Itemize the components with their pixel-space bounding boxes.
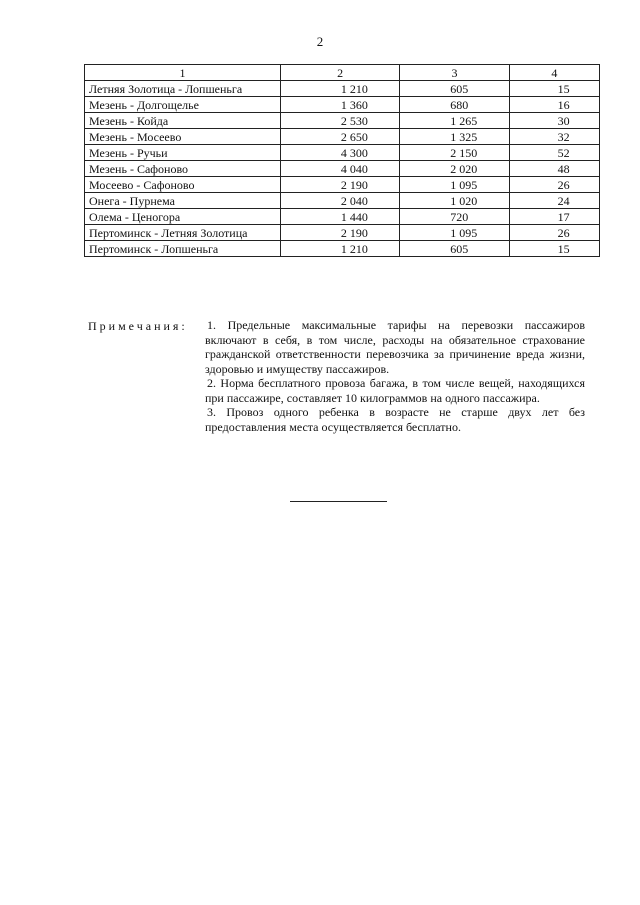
value-cell: 720 xyxy=(400,209,509,225)
table-row xyxy=(85,225,600,241)
value-cell: 1 440 xyxy=(280,209,399,225)
value-cell: 2 040 xyxy=(280,193,399,209)
value-cell: 26 xyxy=(509,225,599,241)
table-row xyxy=(85,177,600,193)
route-cell: Онега - Пурнема xyxy=(85,193,281,209)
value-cell: 2 650 xyxy=(280,129,399,145)
value-cell: 1 095 xyxy=(400,225,509,241)
value-cell: 4 040 xyxy=(280,161,399,177)
notes-list xyxy=(205,318,585,434)
table-row xyxy=(85,97,600,113)
notes-label: Примечания: xyxy=(88,319,188,333)
end-divider xyxy=(290,501,387,502)
page-number: 2 xyxy=(316,34,324,49)
route-cell: Олема - Ценогора xyxy=(85,209,281,225)
header-cell: 4 xyxy=(509,65,599,81)
value-cell: 1 360 xyxy=(280,97,399,113)
header-cell: 2 xyxy=(280,65,399,81)
value-cell: 26 xyxy=(509,177,599,193)
value-cell: 1 265 xyxy=(400,113,509,129)
tariff-table xyxy=(84,64,600,257)
header-cell: 3 xyxy=(400,65,509,81)
route-cell: Пертоминск - Летняя Золотица xyxy=(85,225,281,241)
table-row xyxy=(85,113,600,129)
value-cell: 605 xyxy=(400,81,509,97)
table-row xyxy=(85,81,600,97)
route-cell: Мезень - Ручьи xyxy=(85,145,281,161)
note-item: 3. Провоз одного ребенка в возрасте не старше двух лет без предоставления места осуществляется бесплатно. xyxy=(205,405,585,434)
value-cell: 2 020 xyxy=(400,161,509,177)
table-row xyxy=(85,209,600,225)
value-cell: 15 xyxy=(509,81,599,97)
route-cell: Летняя Золотица - Лопшеньга xyxy=(85,81,281,97)
table-row xyxy=(85,145,600,161)
value-cell: 17 xyxy=(509,209,599,225)
value-cell: 2 150 xyxy=(400,145,509,161)
value-cell: 15 xyxy=(509,241,599,257)
value-cell: 1 325 xyxy=(400,129,509,145)
value-cell: 2 190 xyxy=(280,225,399,241)
value-cell: 1 020 xyxy=(400,193,509,209)
table-header-row xyxy=(85,65,600,81)
header-cell: 1 xyxy=(85,65,281,81)
note-item: 2. Норма бесплатного провоза багажа, в том числе вещей, находящихся при пассажире, составляет 10 килограммов на одного пассажира. xyxy=(205,376,585,405)
route-cell: Мезень - Койда xyxy=(85,113,281,129)
value-cell: 605 xyxy=(400,241,509,257)
table-row xyxy=(85,193,600,209)
table-row xyxy=(85,129,600,145)
value-cell: 24 xyxy=(509,193,599,209)
value-cell: 2 530 xyxy=(280,113,399,129)
route-cell: Мезень - Сафоново xyxy=(85,161,281,177)
value-cell: 52 xyxy=(509,145,599,161)
value-cell: 16 xyxy=(509,97,599,113)
value-cell: 1 210 xyxy=(280,241,399,257)
value-cell: 30 xyxy=(509,113,599,129)
value-cell: 2 190 xyxy=(280,177,399,193)
value-cell: 32 xyxy=(509,129,599,145)
value-cell: 1 095 xyxy=(400,177,509,193)
route-cell: Мосеево - Сафоново xyxy=(85,177,281,193)
route-cell: Пертоминск - Лопшеньга xyxy=(85,241,281,257)
table-row xyxy=(85,161,600,177)
note-item: 1. Предельные максимальные тарифы на перевозки пассажиров включают в себя, в том числе, расходы на обязательное страхование гражданской ответственности перевозчика за причинение вреда жизни, здоровью и имуществу пассажиров. xyxy=(205,318,585,376)
value-cell: 1 210 xyxy=(280,81,399,97)
value-cell: 680 xyxy=(400,97,509,113)
route-cell: Мезень - Долгощелье xyxy=(85,97,281,113)
route-cell: Мезень - Мосеево xyxy=(85,129,281,145)
value-cell: 48 xyxy=(509,161,599,177)
table-row xyxy=(85,241,600,257)
value-cell: 4 300 xyxy=(280,145,399,161)
